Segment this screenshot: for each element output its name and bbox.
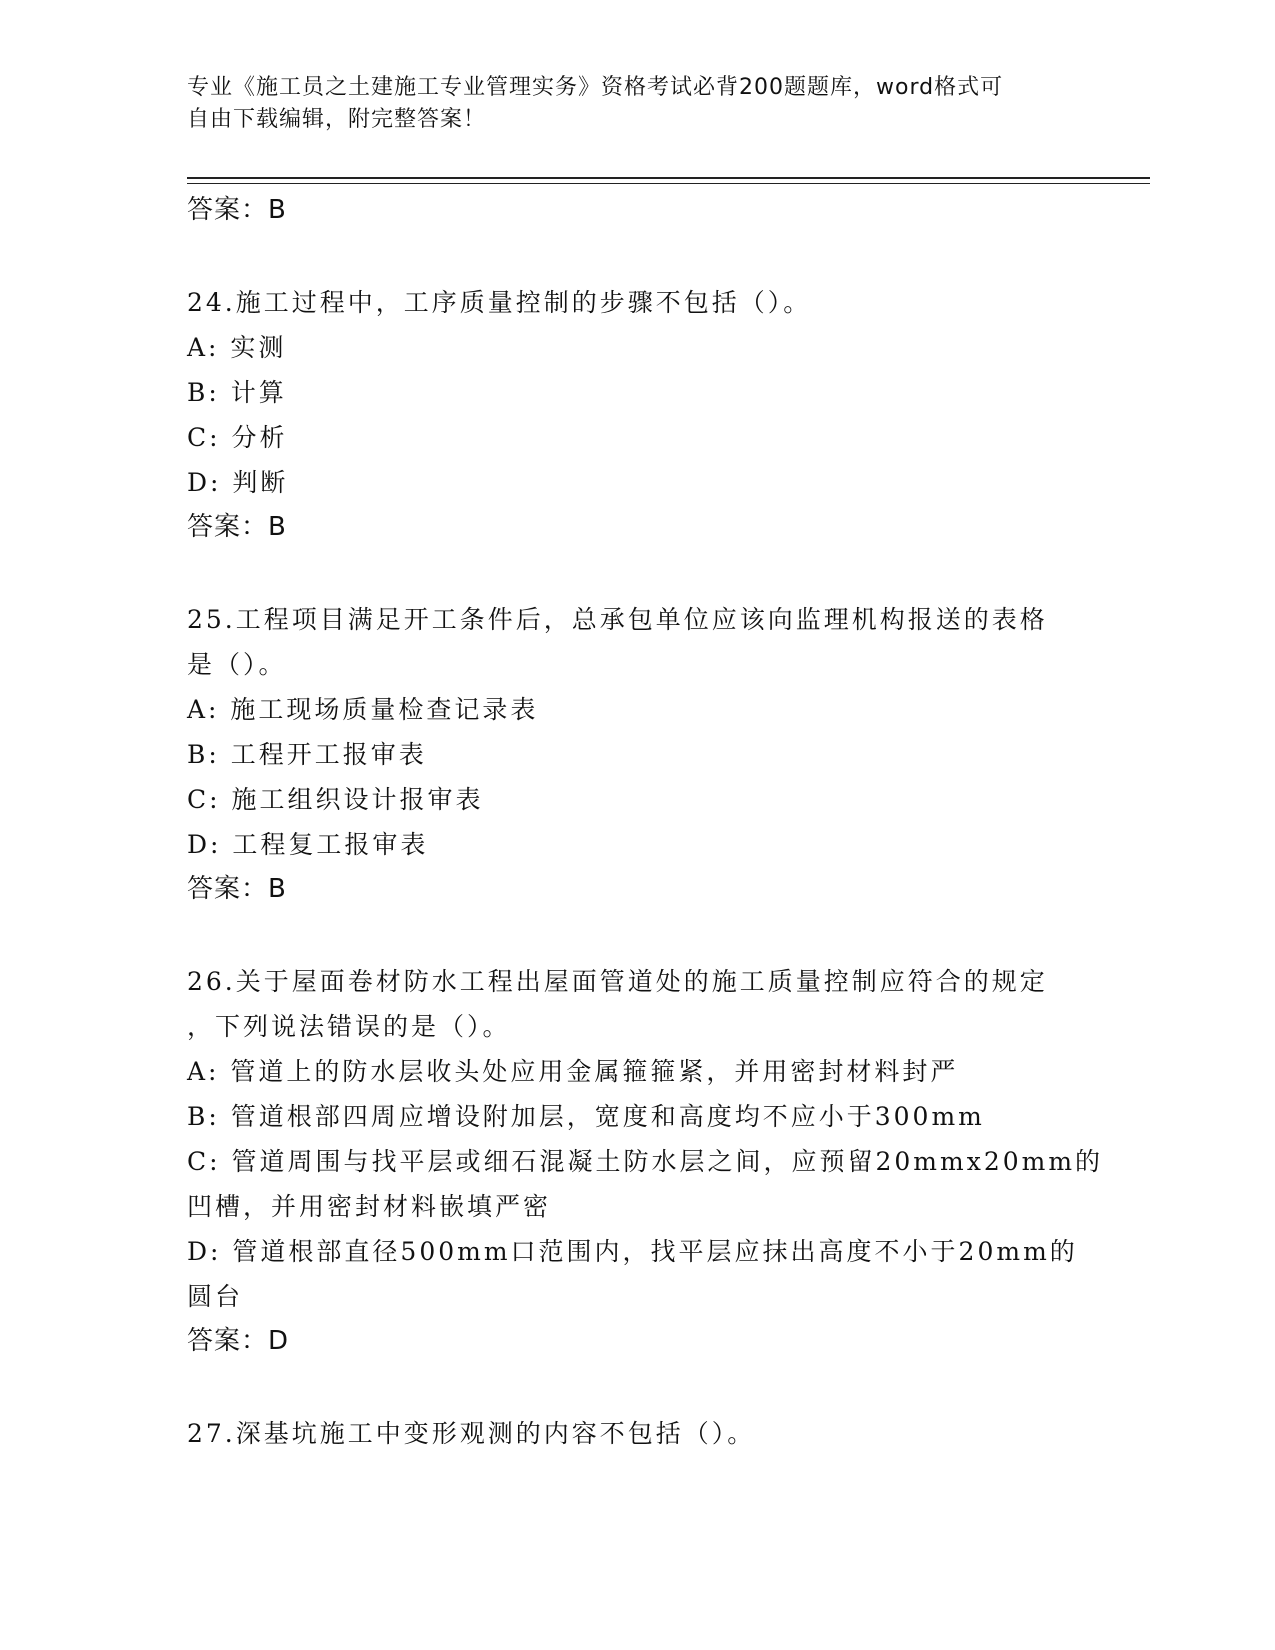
header-divider xyxy=(187,177,1150,184)
question-text-line-2: ，下列说法错误的是（）。 xyxy=(187,1012,511,1041)
question-text: 27.深基坑施工中变形观测的内容不包括（）。 xyxy=(187,1419,756,1448)
option-b: B: 计算 xyxy=(187,378,287,407)
option-c: C: 施工组织设计报审表 xyxy=(187,785,484,814)
option-d: D: 判断 xyxy=(187,468,289,497)
answer: 答案：B xyxy=(187,874,287,904)
question-text-line-1: 26.关于屋面卷材防水工程出屋面管道处的施工质量控制应符合的规定 xyxy=(187,967,1048,996)
option-d-line-2: 圆台 xyxy=(187,1282,244,1311)
answer: 答案：D xyxy=(187,1326,290,1356)
question-text-line-1: 25.工程项目满足开工条件后，总承包单位应该向监理机构报送的表格 xyxy=(187,605,1048,634)
answer: 答案：B xyxy=(187,512,287,542)
question-26 xyxy=(187,959,1104,1364)
option-c-line-1: C: 管道周围与找平层或细石混凝土防水层之间，应预留20mmx20mm的 xyxy=(187,1147,1104,1176)
option-a: A: 管道上的防水层收头处应用金属箍箍紧，并用密封材料封严 xyxy=(187,1057,959,1086)
question-text: 24.施工过程中，工序质量控制的步骤不包括（）。 xyxy=(187,288,812,317)
document-header xyxy=(187,72,1067,136)
question-24 xyxy=(187,280,1087,550)
option-d: D: 工程复工报审表 xyxy=(187,830,429,859)
question-25 xyxy=(187,597,1087,912)
question-27 xyxy=(187,1411,1087,1456)
option-b: B: 管道根部四周应增设附加层，宽度和高度均不应小于300mm xyxy=(187,1102,985,1131)
option-a: A: 施工现场质量检查记录表 xyxy=(187,695,539,724)
option-d-line-1: D: 管道根部直径500mm口范围内，找平层应抹出高度不小于20mm的 xyxy=(187,1237,1078,1266)
header-line-1: 专业《施工员之土建施工专业管理实务》资格考试必背200题题库，word格式可 xyxy=(187,75,1004,100)
question-text-line-2: 是（）。 xyxy=(187,650,287,679)
header-line-2: 自由下载编辑，附完整答案！ xyxy=(187,107,487,132)
option-b: B: 工程开工报审表 xyxy=(187,740,427,769)
previous-answer: 答案：B xyxy=(187,195,287,225)
option-a: A: 实测 xyxy=(187,333,287,362)
option-c: C: 分析 xyxy=(187,423,288,452)
option-c-line-2: 凹槽，并用密封材料嵌填严密 xyxy=(187,1192,552,1221)
question-list xyxy=(187,188,1104,1456)
